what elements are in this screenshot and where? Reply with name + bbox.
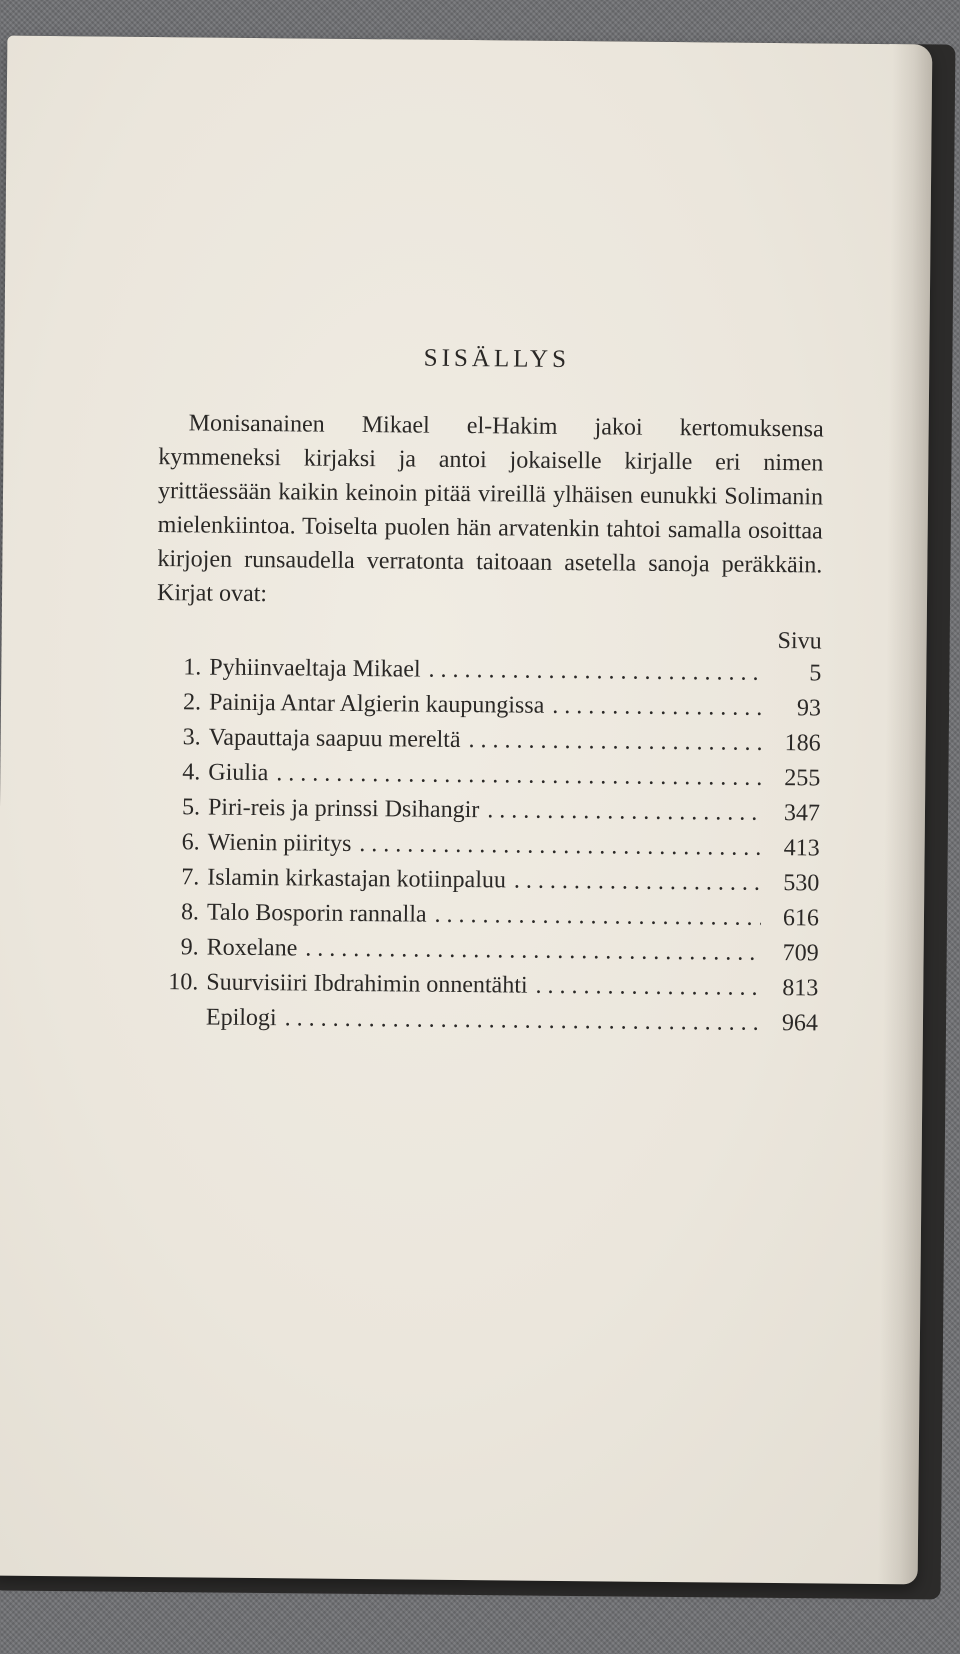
toc-entry-title: Pyhiinvaeltaja Mikael	[209, 654, 421, 683]
toc-entry-page: 616	[782, 905, 820, 932]
toc-entry-number: 1.	[183, 654, 202, 681]
toc-entry-page: 186	[784, 730, 821, 757]
toc-leader-dots	[359, 827, 762, 866]
toc-entry-number: 3.	[182, 724, 201, 751]
toc-leader-dots	[535, 969, 760, 1006]
toc-entry-number: 10.	[168, 969, 199, 996]
toc-entry-number: 4.	[182, 759, 201, 786]
book-page	[0, 36, 932, 1585]
toc-leader-dots	[284, 1001, 760, 1041]
toc-leader-dots	[434, 898, 761, 936]
toc-entry-page: 813	[782, 975, 819, 1002]
toc-entry-title: Vapauttaja saapuu mereltä	[208, 724, 461, 753]
toc-entry-title: Talo Bosporin rannalla	[206, 899, 427, 928]
toc-leader-dots	[552, 689, 763, 726]
toc-entry-number: 7.	[181, 864, 200, 891]
toc-entry-page: 93	[796, 695, 822, 722]
toc-entry-page: 347	[783, 800, 821, 827]
toc-entry-number	[153, 1024, 206, 1025]
toc-heading: SISÄLLYS	[423, 344, 571, 374]
toc-leader-dots	[276, 756, 762, 796]
toc-entry-number: 2.	[182, 689, 202, 716]
toc-leader-dots	[468, 723, 762, 761]
toc-entry-number: 9.	[180, 934, 199, 961]
toc-entry-page: 530	[783, 870, 820, 897]
toc-leader-dots	[428, 653, 763, 691]
toc-entry-title: Giulia	[208, 759, 269, 787]
toc-entry-page: 255	[784, 765, 821, 792]
toc-entry-title: Painija Antar Algierin kaupungissa	[208, 689, 545, 719]
toc-entry-title: Piri-reis ja prinssi Dsihangir	[207, 794, 480, 824]
toc-entry	[153, 1000, 818, 1041]
page-content	[153, 342, 825, 1041]
toc-entry-title: Islamin kirkastajan kotiinpaluu	[207, 864, 507, 894]
toc-entry-number: 6.	[181, 829, 200, 856]
intro-paragraph: Monisanainen Mikael el-Hakim jakoi kertomuksensa kymmeneksi kirjaksi ja antoi jokaiselle kirjalle eri nimen yrittäessään kaikin keinoin pitää vireillä ylhäisen eunukki Solimanin mielenkiintoa. Toiselta puolen hän arvatenkin tahtoi samalla osoittaa kirjojen runsaudella verratonta taitoaan asetella sanoja peräkkäin. Kirjat ovat:	[156, 410, 824, 608]
toc-entry-title: Suurvisiiri Ibdrahimin onnentähti	[206, 969, 528, 999]
toc-entry-title: Epilogi	[205, 1004, 277, 1032]
toc-entry-title: Roxelane	[206, 934, 298, 962]
toc-entry-number: 5.	[181, 794, 201, 821]
page-column-header: Sivu	[777, 628, 822, 655]
toc-list	[153, 650, 822, 1041]
toc-entry-number: 8.	[180, 899, 200, 926]
toc-entry-page: 5	[809, 660, 822, 687]
toc-entry-page: 709	[782, 940, 819, 967]
toc-entry-page: 964	[781, 1010, 819, 1037]
toc-entry-title: Wienin piiritys	[207, 829, 352, 857]
toc-leader-dots	[487, 793, 762, 831]
toc-leader-dots	[514, 863, 762, 900]
toc-leader-dots	[305, 931, 761, 970]
toc-entry-page: 413	[783, 835, 820, 862]
